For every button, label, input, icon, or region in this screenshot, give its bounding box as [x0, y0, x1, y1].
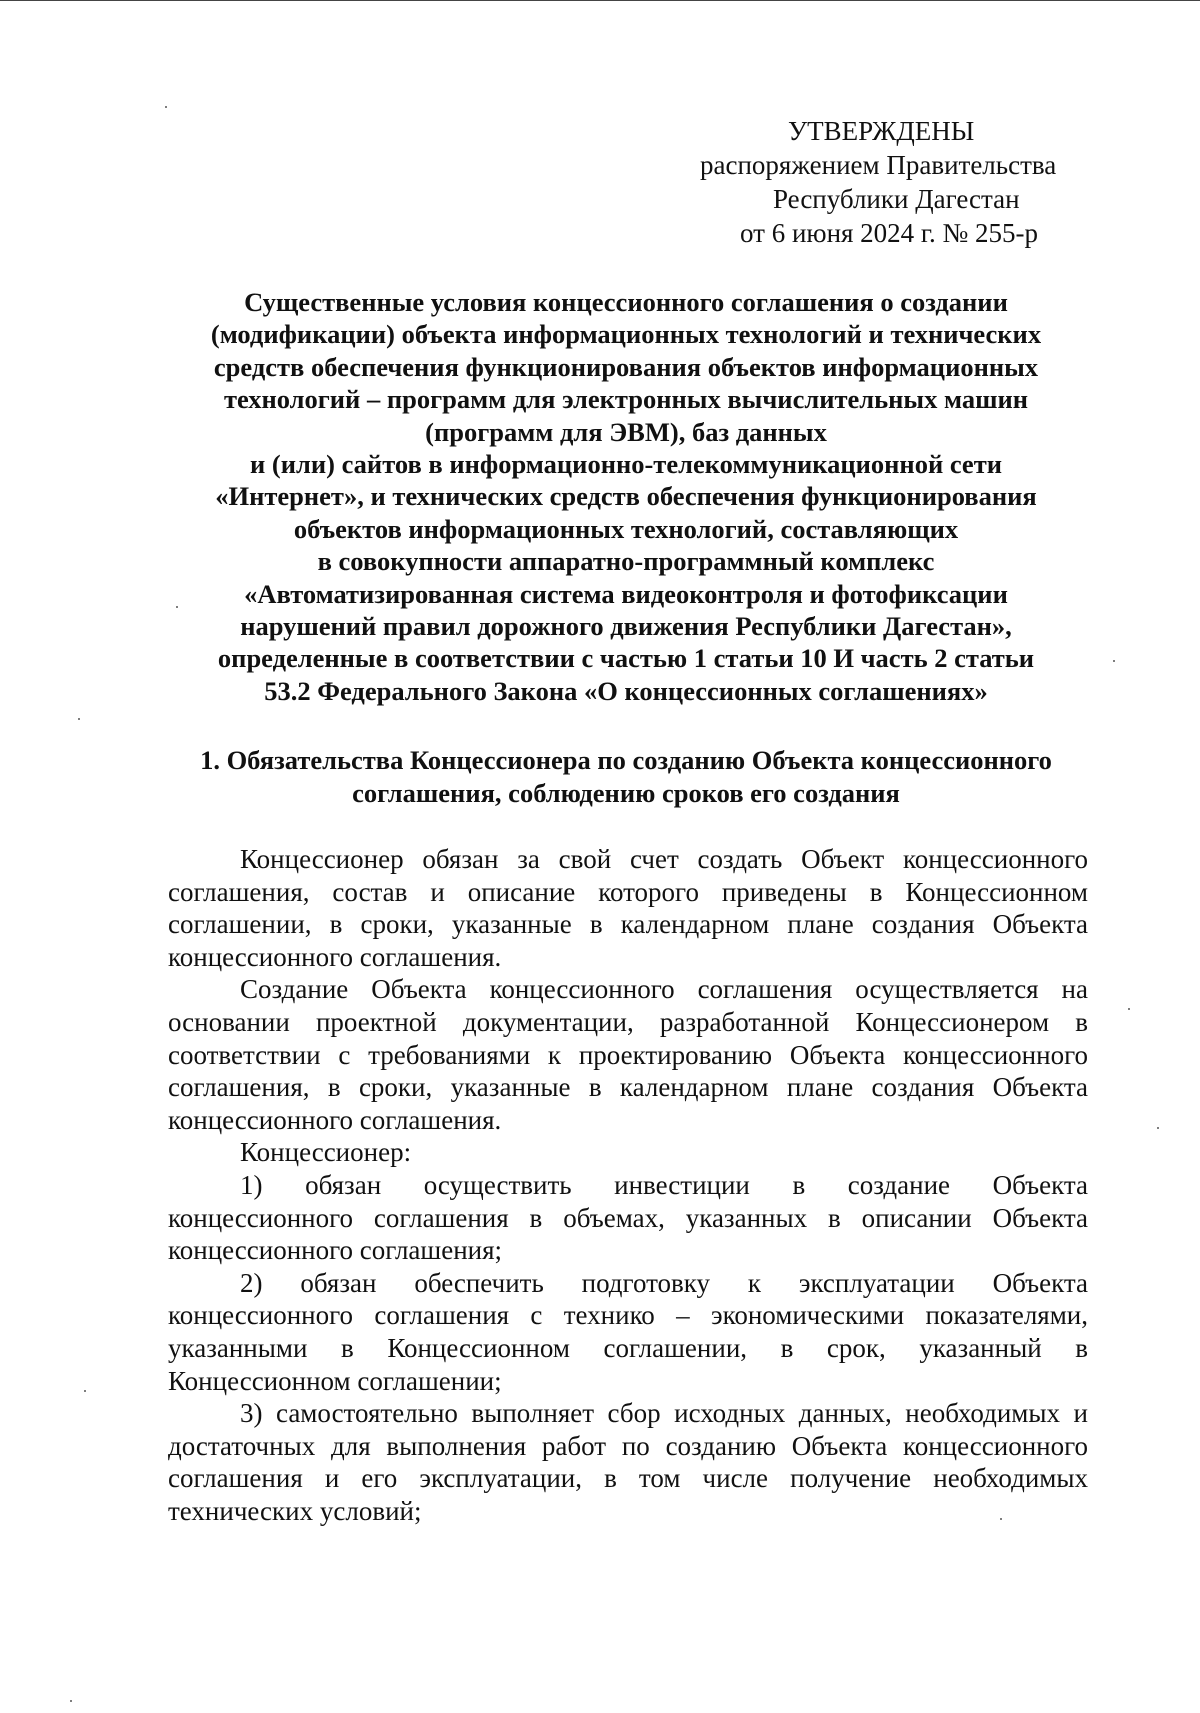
text-line: соглашения, в сроки, указанные в календарном плане создания Объекта [168, 1072, 1088, 1103]
text-line: концессионного соглашения; [168, 1235, 503, 1266]
title-line: нарушений правил дорожного движения Республики Дагестан», [240, 611, 1012, 642]
title-line: «Автоматизированная система видеоконтроля и фотофиксации [244, 578, 1008, 609]
section-heading [160, 744, 1092, 810]
paragraph-1 [168, 843, 1088, 973]
section-heading-line: 1. Обязательства Концессионера по созданию Объекта концессионного [200, 745, 1052, 775]
scan-speck [70, 1700, 72, 1702]
text-line: достаточных для выполнения работ по созданию Объекта концессионного [168, 1430, 1088, 1461]
text-line: 2) обязан обеспечить подготовку к эксплуатации Объекта [240, 1267, 1088, 1298]
document-title [160, 286, 1092, 707]
list-item-1 [168, 1169, 1088, 1267]
document-body [168, 843, 1088, 1527]
text-line: соглашения и его эксплуатации, в том числе получение необходимых [168, 1463, 1088, 1494]
paragraph-2 [168, 973, 1088, 1136]
scan-speck [165, 106, 167, 108]
text-line: Создание Объекта концессионного соглашения осуществляется на [240, 974, 1088, 1005]
text-line: 1) обязан осуществить инвестиции в создание Объекта [240, 1169, 1088, 1200]
approval-heading: УТВЕРЖДЕНЫ [788, 116, 975, 146]
text-line: соответствии с требованиями к проектированию Объекта концессионного [168, 1039, 1088, 1070]
approval-line: Республики Дагестан [773, 184, 1020, 214]
title-line: 53.2 Федерального Закона «О концессионных соглашениях» [264, 675, 988, 706]
text-line: концессионного соглашения. [168, 941, 502, 972]
title-line: (программ для ЭВМ), баз данных [425, 416, 827, 447]
text-line: концессионного соглашения с технико – экономическими показателями, [168, 1300, 1088, 1331]
text-line: Концессионер обязан за свой счет создать Объект концессионного [240, 844, 1088, 874]
scan-speck [1128, 1008, 1130, 1010]
scan-speck [1113, 660, 1115, 662]
concessionaire-label: Концессионер: [240, 1137, 412, 1168]
text-line: концессионного соглашения в объемах, указанных в описании Объекта [168, 1202, 1088, 1233]
title-line: объектов информационных технологий, составляющих [293, 513, 959, 544]
text-line: концессионного соглашения. [168, 1104, 502, 1135]
text-line: технических условий; [168, 1495, 422, 1526]
title-line: (модификации) объекта информационных технологий и технических [210, 319, 1042, 350]
list-item-2 [168, 1267, 1088, 1397]
approval-date-number: от 6 июня 2024 г. № 255-р [740, 218, 1038, 248]
title-line: «Интернет», и технических средств обеспечения функционирования [215, 481, 1037, 512]
scan-speck [1000, 1518, 1002, 1520]
scan-speck [84, 1390, 86, 1392]
title-line: и (или) сайтов в информационно-телекоммуникационной сети [250, 449, 1002, 480]
text-line: соглашения, состав и описание которого приведены в Концессионном [168, 876, 1088, 907]
text-line: основании проектной документации, разработанной Концессионером в [168, 1006, 1088, 1037]
scan-speck [1157, 1127, 1159, 1129]
approval-block [655, 114, 1095, 250]
title-line: определенные в соответствии с частью 1 статьи 10 И часть 2 статьи [217, 643, 1035, 674]
approval-line: распоряжением Правительства [700, 150, 1057, 180]
scan-speck [176, 606, 178, 608]
title-line: технологий – программ для электронных вычислительных машин [223, 384, 1029, 415]
title-line: в совокупности аппаратно-программный комплекс [317, 546, 935, 577]
text-line: Концессионном соглашении; [168, 1365, 502, 1396]
list-item-3 [168, 1397, 1088, 1527]
scan-speck [78, 718, 80, 720]
text-line: соглашении, в сроки, указанные в календарном плане создания Объекта [168, 909, 1088, 940]
text-line: 3) самостоятельно выполняет сбор исходных данных, необходимых и [240, 1398, 1088, 1429]
scan-edge [0, 0, 1200, 1]
section-heading-line: соглашения, соблюдению сроков его создания [352, 778, 900, 808]
text-line: указанными в Концессионном соглашении, в срок, указанный в [168, 1332, 1088, 1363]
title-line: Существенные условия концессионного соглашения о создании [244, 287, 1008, 317]
title-line: средств обеспечения функционирования объектов информационных [213, 351, 1039, 382]
